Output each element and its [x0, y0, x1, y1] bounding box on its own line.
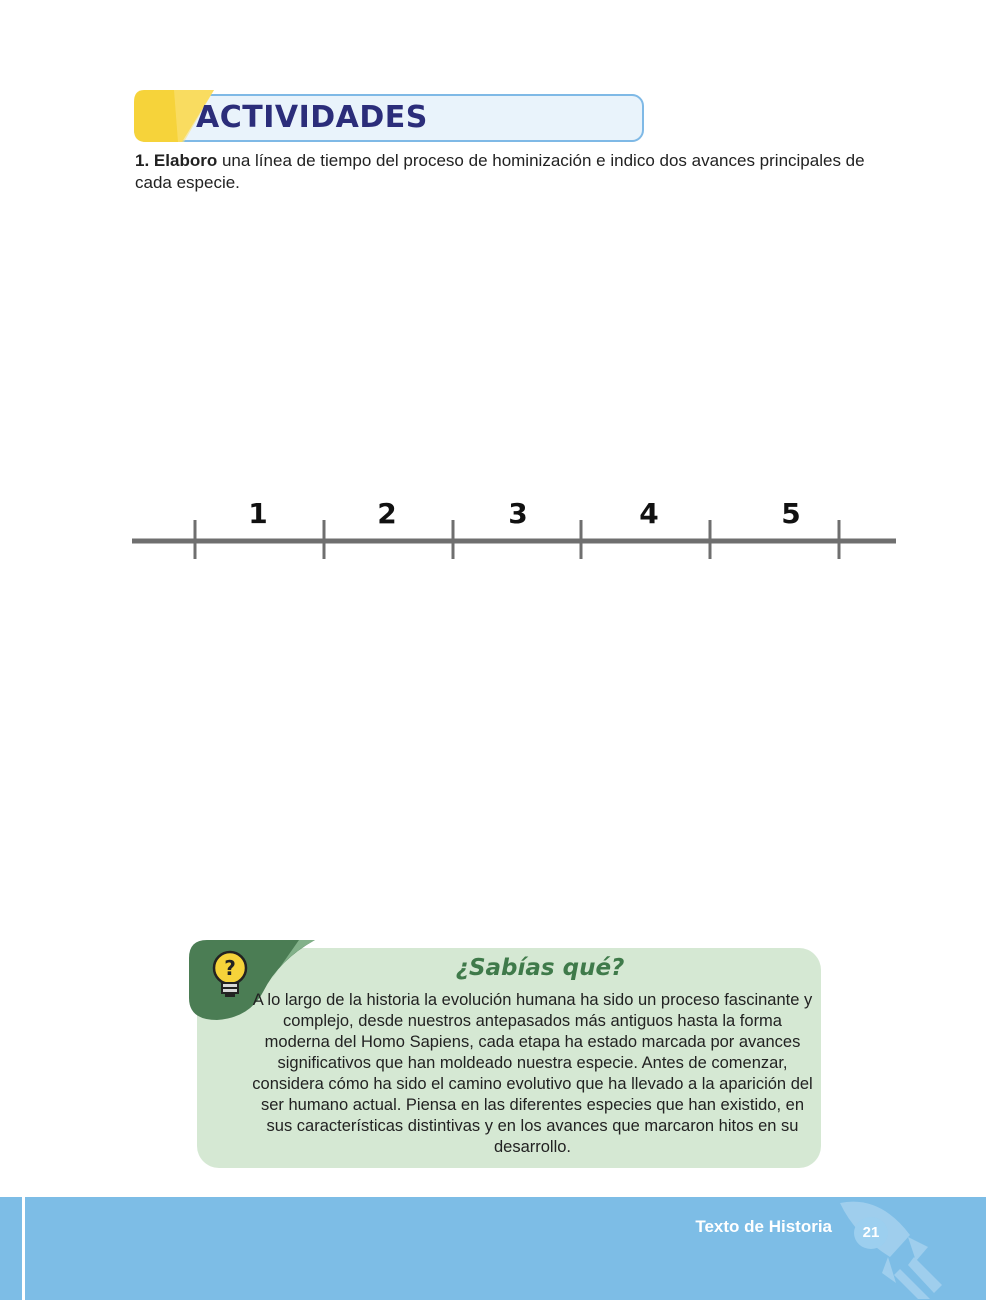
activity-verb: Elaboro	[153, 151, 218, 170]
timeline-label: 2	[377, 497, 397, 530]
activity-instruction	[135, 150, 905, 194]
timeline-label: 5	[781, 497, 801, 530]
activity-text: una línea de tiempo del proceso de hominización e indico dos avances principales de cada especie.	[135, 151, 865, 192]
timeline-label: 3	[508, 497, 528, 530]
rocket-icon	[830, 1195, 950, 1300]
activities-title: ACTIVIDADES	[196, 100, 428, 135]
timeline	[130, 490, 900, 570]
lightbulb-question-icon	[210, 950, 250, 1000]
activity-number: 1.	[135, 151, 150, 170]
timeline-label: 4	[639, 497, 659, 530]
page-number: 21	[862, 1224, 880, 1241]
timeline-svg	[130, 490, 900, 570]
timeline-label: 1	[248, 497, 268, 530]
did-you-know-text: A lo largo de la historia la evolución humana ha sido un proceso fascinante y complejo, desde nuestros antepasados más antiguos hasta la forma moderna del Homo Sapiens, cada etapa ha estado marcada por avances significativos que han moldeado nuestra especie. Antes de comenzar, considera cómo ha sido el camino evolutivo que ha llevado a la aparición del ser humano actual. Piensa en las diferentes especies que han existido, en sus características distintivas y en los avances que marcaron hitos en su desarrollo.	[252, 991, 813, 1156]
svg-text:?: ?	[224, 956, 236, 980]
footer-divider	[22, 1197, 25, 1300]
did-you-know-title: ¿Sabías qué?	[455, 955, 625, 981]
footer-book-title: Texto de Historia	[695, 1217, 832, 1236]
